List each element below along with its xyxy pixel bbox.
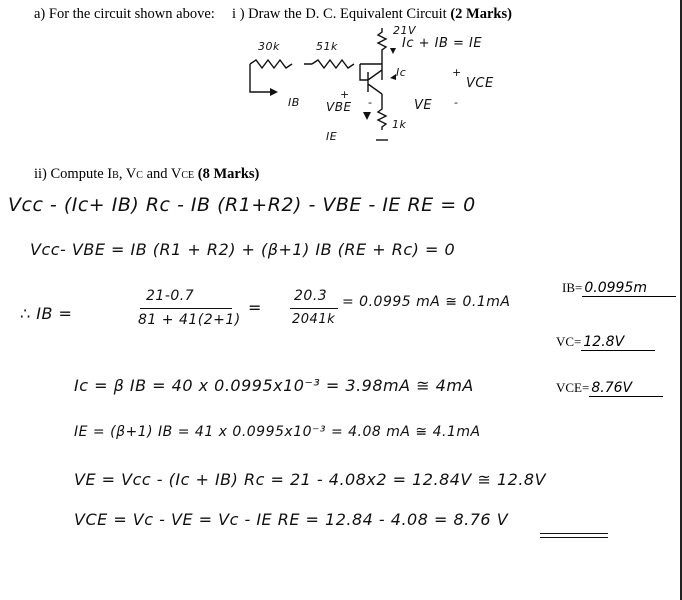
work-line-4: Ic = β IB = 40 x 0.0995x10⁻³ = 3.98mA ≅ 4mA [74, 376, 474, 395]
answer-underline [540, 533, 608, 534]
answer-vce-value: 8.76V [589, 380, 663, 397]
work-line-3-den2: 2041k [292, 312, 336, 327]
circuit-label-vbe: VBE [326, 100, 352, 114]
work-line-7: VCE = Vc - VE = Vc - IE RE = 12.84 - 4.08 = 8.76 V [74, 510, 509, 529]
circuit-label-r2: 51k [316, 40, 338, 53]
q2-mid2: and V [142, 166, 182, 182]
q2-sub-c: C [136, 170, 143, 181]
q2-mid1: , V [118, 166, 137, 182]
circuit-label-vbe-plus: + [340, 88, 350, 101]
q2-label: ii) Compute I [34, 166, 113, 182]
question-ii-header [34, 166, 259, 183]
circuit-label-vcc: 21V [393, 24, 417, 37]
circuit-label-vce-minus: - [454, 96, 459, 109]
answer-ib [562, 280, 676, 297]
answer-vc-label: VC= [556, 334, 582, 349]
circuit-label-vce-plus: + [452, 66, 462, 79]
answer-vce [556, 380, 663, 397]
answer-vc [556, 334, 655, 351]
work-line-3-lhs: ∴ IB = [20, 304, 73, 323]
work-line-1: Vcc - (Ic+ IB) Rc - IB (R1+R2) - VBE - IE RE = 0 [8, 194, 476, 216]
transistor-base [368, 70, 382, 94]
fraction-bar-1 [140, 308, 232, 309]
work-line-3-result: = 0.0995 mA ≅ 0.1mA [342, 294, 511, 310]
answer-ib-value: 0.0995m [582, 280, 676, 297]
work-line-5: IE = (β+1) IB = 41 x 0.0995x10⁻³ = 4.08 mA ≅ 4.1mA [74, 424, 481, 440]
resistor-r2 [312, 60, 354, 68]
part-i-marks: (2 Marks) [450, 6, 512, 22]
answer-ib-label: IB= [562, 280, 583, 295]
circuit-label-ic: Ic [396, 66, 407, 79]
answer-vc-value: 12.8V [581, 334, 655, 351]
ic-arrow-icon [390, 48, 396, 54]
work-line-3-den: 81 + 41(2+1) [138, 312, 241, 328]
wire-left [250, 64, 270, 92]
fraction-bar-2 [290, 308, 338, 309]
answer-underline-2 [540, 537, 608, 538]
work-line-3-num: 21-0.7 [146, 288, 195, 304]
answer-vce-label: VCE= [556, 380, 590, 395]
work-line-3-eq: = [248, 298, 262, 317]
part-i-label: i ) Draw the D. C. Equivalent Circuit [232, 6, 447, 22]
resistor-rc [378, 28, 386, 54]
circuit-label-ie: IE [326, 130, 338, 143]
ib-arrow-icon [270, 88, 278, 96]
q2-sub-b: B [112, 170, 119, 181]
wire-base [360, 64, 368, 80]
circuit-label-re: 1k [392, 118, 407, 131]
circuit-label-ib: IB [288, 96, 300, 109]
q2-marks: (8 Marks) [197, 166, 260, 182]
circuit-label-ve: VE [414, 98, 433, 113]
circuit-label-current-eq: Ic + IB = IE [402, 36, 483, 51]
q2-sub-ce: CE [181, 170, 195, 181]
circuit-label-r1: 30k [258, 40, 280, 53]
resistor-r1 [250, 60, 292, 68]
circuit-label-vbe-minus: - [368, 96, 373, 109]
circuit-label-vce: VCE [466, 76, 494, 91]
ie-arrow-icon [363, 112, 371, 120]
work-line-6: VE = Vcc - (Ic + IB) Rc = 21 - 4.08x2 = 12.84V ≅ 12.8V [74, 470, 547, 489]
work-line-3-num2: 20.3 [294, 288, 328, 304]
resistor-re [378, 106, 386, 130]
work-line-2: Vcc- VBE = IB (R1 + R2) + (β+1) IB (RE + Rc) = 0 [30, 240, 456, 259]
part-a-label: a) For the circuit shown above: [34, 6, 215, 22]
